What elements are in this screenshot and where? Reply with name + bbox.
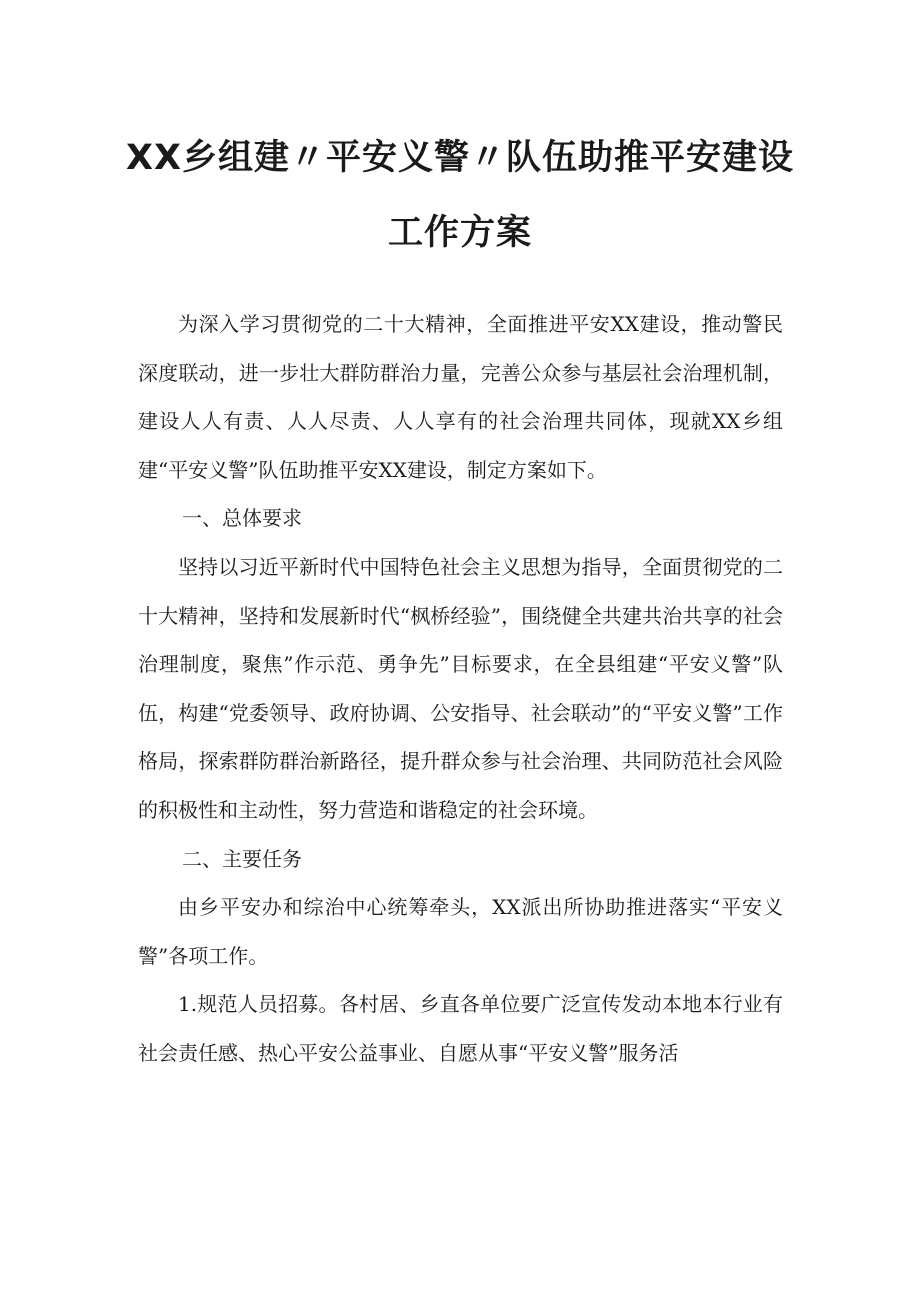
general-requirements-paragraph: 坚持以习近平新时代中国特色社会主义思想为指导，全面贯彻党的二十大精神，坚持和发展新时代“枫桥经验”，围绕健全共建共治共享的社会治理制度，聚焦”作示范、勇争先”目标要求，在全县组建“平安义警”队伍，构建“党委领导、政府协调、公安指导、社会联动”的“平安义警”工作格局，探索群防群治新路径，提升群众参与社会治理、共同防范社会风险的积极性和主动性，努力营造和谐稳定的社会环境。 [138,554,783,822]
recruitment-paragraph: 1.规范人员招募。各村居、乡直各单位要广泛宣传发动本地本行业有社会责任感、热心平安公益事业、自愿从事“平安义警”服务活 [138,992,783,1065]
document-body [138,300,783,1078]
section-heading-general-requirements: 一、总体要求 [182,506,302,531]
intro-paragraph: 为深入学习贯彻党的二十大精神，全面推进平安XX建设，推动警民深度联动，进一步壮大群防群治力量，完善公众参与基层社会治理机制，建设人人有责、人人尽责、人人享有的社会治理共同体，现就XX乡组建“平安义警”队伍助推平安XX建设，制定方案如下。 [138,312,783,482]
document-title-line-1: XX乡组建〃平安义警〃队伍助推平安建设 [126,138,794,178]
document-title-line-2: 工作方案 [387,213,532,253]
main-tasks-paragraph: 由乡平安办和综治中心统筹牵头，XX派出所协助推进落实“平安义警”各项工作。 [138,895,783,968]
section-heading-main-tasks: 二、主要任务 [182,846,302,871]
